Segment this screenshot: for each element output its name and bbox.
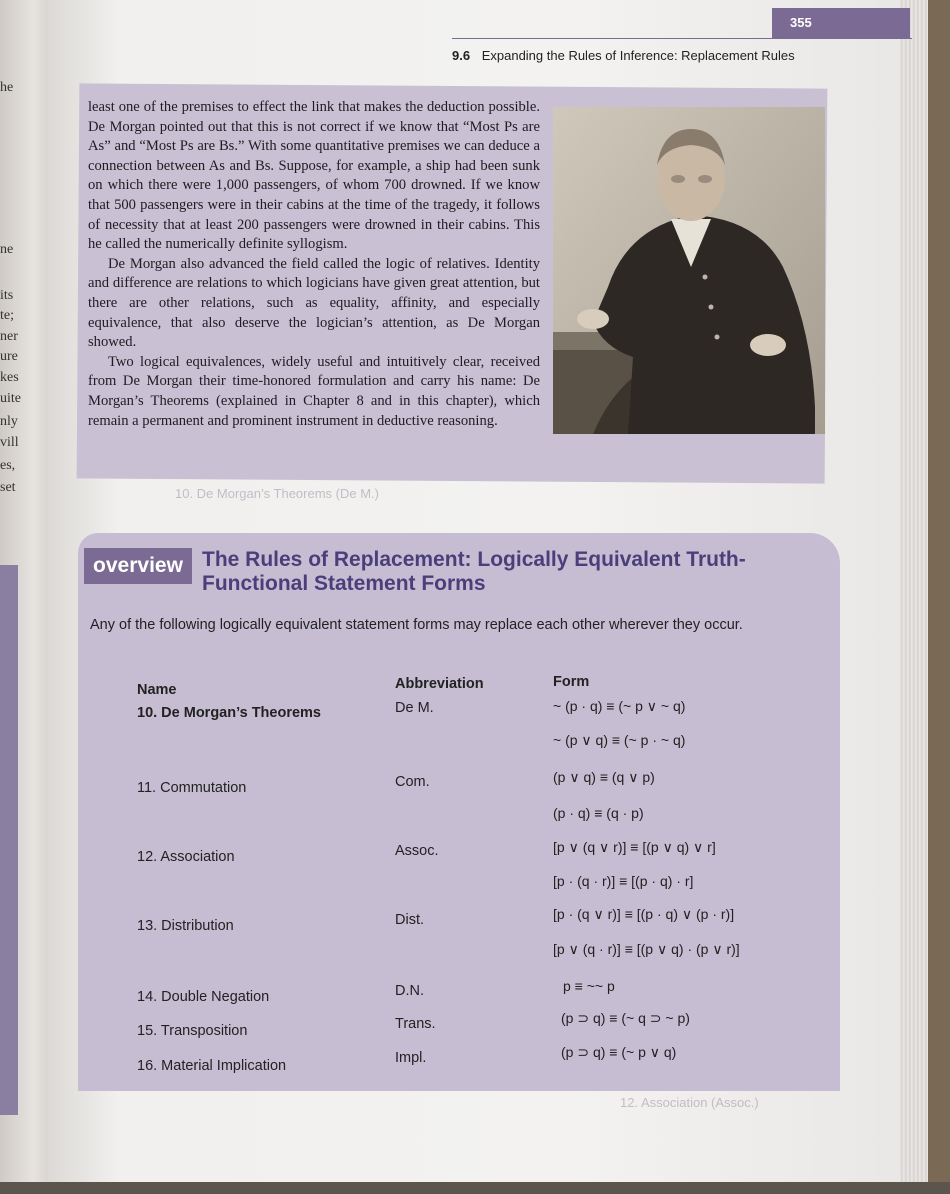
- rule-name: 10. De Morgan’s Theorems: [137, 705, 321, 721]
- bleed-through-text: 10. De Morgan’s Theorems (De M.): [175, 486, 379, 501]
- left-page-fragment: ne: [0, 242, 14, 257]
- left-page-fragment: ure: [0, 349, 18, 364]
- body-text: [88, 98, 540, 431]
- column-header-name: Name: [137, 682, 177, 698]
- left-page-fragment: he: [0, 80, 14, 95]
- left-page-fragment: kes: [0, 370, 19, 385]
- left-page-fragment: nly: [0, 414, 18, 429]
- left-page-fragment: uite: [0, 391, 21, 406]
- rule-form: [p ∨ (q · r)] ≡ [(p ∨ q) · (p ∨ r)]: [553, 941, 740, 957]
- column-header-abbreviation: Abbreviation: [395, 676, 484, 692]
- rule-form: (p ∨ q) ≡ (q ∨ p): [553, 769, 655, 785]
- rule-abbreviation: Assoc.: [395, 843, 439, 859]
- bleed-through-text: 12. Association (Assoc.): [620, 1095, 759, 1110]
- paragraph: least one of the premises to effect the link that makes the deduction possible. De Morgan pointed out that this is not correct if we know that “Most Ps are As” and “Most Ps are Bs.” With some quantitative premises we can deduce a connection between As and Bs. Suppose, for example, a ship had been sunk on which there were 1,000 passengers, of whom 700 drowned. If we know that 500 passengers were in their cabins at the time of the tragedy, it follows of necessity that at least 200 passengers were drowned in their cabins. This he called the numerically definite syllogism.: [88, 99, 540, 253]
- rule-name: 13. Distribution: [137, 918, 234, 934]
- section-title: Expanding the Rules of Inference: Replacement Rules: [481, 48, 795, 63]
- rule-name: 11. Commutation: [137, 780, 247, 796]
- paragraph: De Morgan also advanced the field called the logic of relatives. Identity and difference are relations to which logicians have given great attention, but there are other relations, such as equality, affinity, and especially equivalence, that also deserve the logician’s attention, as De Morgan showed.: [88, 255, 540, 351]
- left-page-fragment: te;: [0, 308, 14, 323]
- rule-abbreviation: Trans.: [395, 1016, 436, 1032]
- overview-intro: Any of the following logically equivalent statement forms may replace each other wherever they occur.: [90, 617, 743, 633]
- section-number: 9.6: [452, 48, 471, 63]
- left-page-edge: [0, 0, 48, 1194]
- portrait-photo: [553, 107, 825, 434]
- left-page-fragment: es,: [0, 458, 16, 473]
- rule-form: (p ⊃ q) ≡ (~ p ∨ q): [561, 1044, 677, 1060]
- rule-name: 12. Association: [137, 849, 235, 865]
- rule-form: [p · (q ∨ r)] ≡ [(p · q) ∨ (p · r)]: [553, 906, 735, 922]
- rule-form: ~ (p · q) ≡ (~ p ∨ ~ q): [553, 698, 686, 714]
- bottom-edge: [0, 1182, 950, 1194]
- rule-abbreviation: De M.: [395, 700, 434, 716]
- rule-form: (p ⊃ q) ≡ (~ q ⊃ ~ p): [561, 1010, 690, 1026]
- left-page-fragment: ner: [0, 329, 18, 344]
- running-head: [452, 48, 795, 63]
- left-page-fragment: set: [0, 480, 16, 495]
- rule-form: [p ∨ (q ∨ r)] ≡ [(p ∨ q) ∨ r]: [553, 839, 716, 855]
- left-page-fragment: vill: [0, 435, 19, 450]
- paragraph: Two logical equivalences, widely useful and intuitively clear, received from De Morgan their time-honored formulation and carry his name: De Morgan’s Theorems (explained in Chapter 8 and in this chapter), which remain a permanent and prominent instrument in deductive reasoning.: [88, 353, 540, 429]
- rule-abbreviation: Dist.: [395, 912, 424, 928]
- page-stack-edge: [900, 0, 928, 1194]
- rule-form: ~ (p ∨ q) ≡ (~ p · ~ q): [553, 732, 686, 748]
- overview-title: The Rules of Replacement: Logically Equivalent Truth-Functional Statement Forms: [202, 548, 746, 595]
- header-rule: [452, 38, 912, 39]
- rule-form: [p · (q · r)] ≡ [(p · q) · r]: [553, 873, 694, 889]
- rule-abbreviation: Com.: [395, 774, 430, 790]
- page-number: 355: [790, 15, 812, 30]
- column-header-form: Form: [553, 674, 590, 690]
- rule-name: 16. Material Implication: [137, 1058, 287, 1074]
- rule-abbreviation: Impl.: [395, 1050, 427, 1066]
- rule-abbreviation: D.N.: [395, 983, 424, 999]
- overview-badge: overview: [84, 548, 192, 584]
- left-page-fragment: its: [0, 288, 14, 303]
- rule-name: 15. Transposition: [137, 1023, 248, 1039]
- rule-form: p ≡ ~~ p: [563, 978, 615, 994]
- rule-form: (p · q) ≡ (q · p): [553, 805, 644, 821]
- rule-name: 14. Double Negation: [137, 989, 270, 1005]
- left-page-color-tab: [0, 565, 18, 1115]
- portrait-illustration: [553, 107, 825, 434]
